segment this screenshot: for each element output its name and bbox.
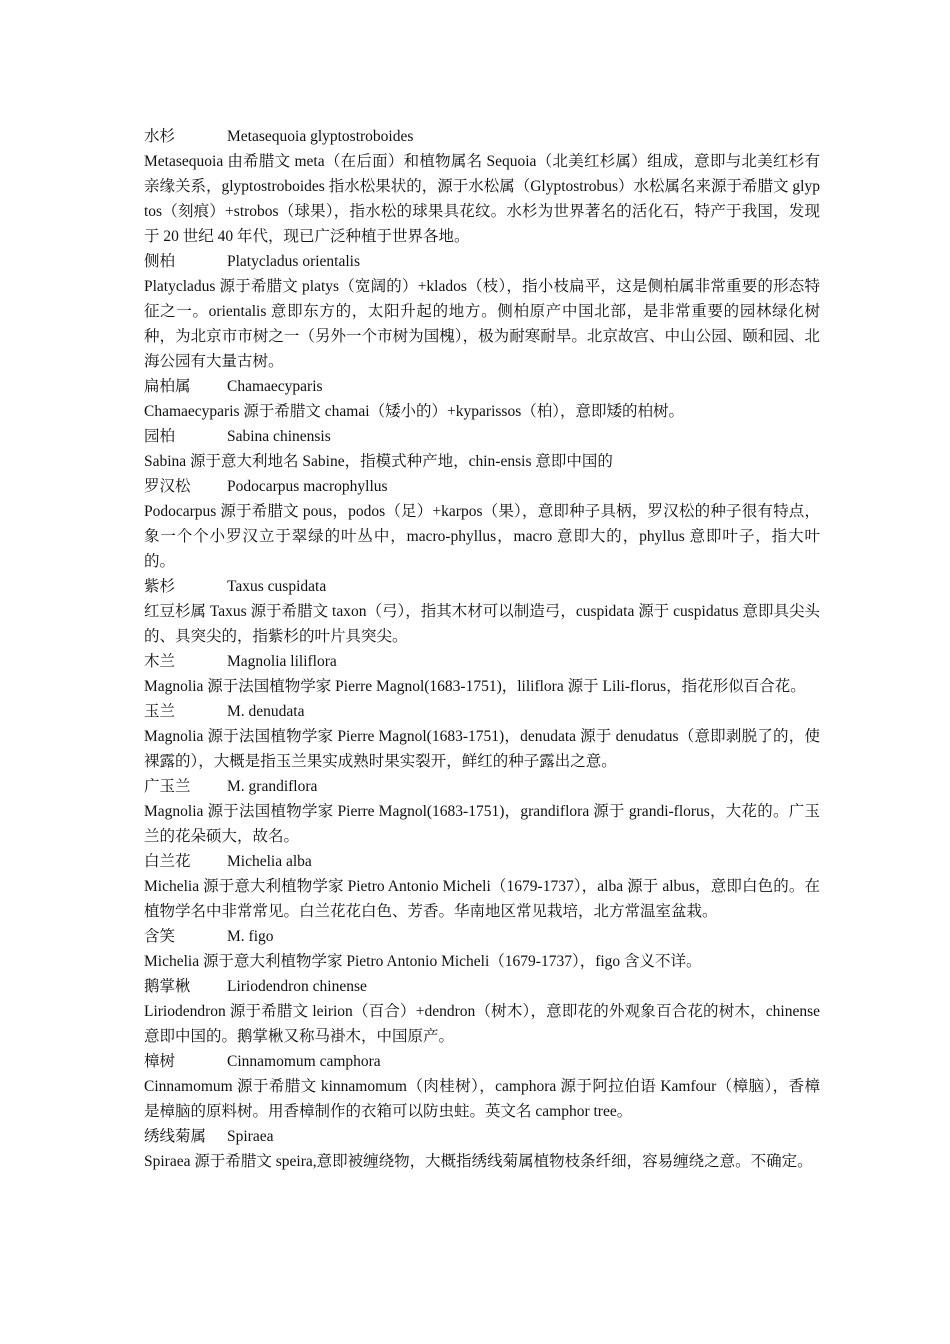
entry-platycladus	[144, 249, 820, 374]
entry-heading	[144, 249, 820, 274]
entry-spiraea	[144, 1124, 820, 1174]
entry-michelia-figo	[144, 924, 820, 974]
entry-heading	[144, 474, 820, 499]
entry-magnolia-denudata	[144, 699, 820, 774]
latin-name: Taxus cuspidata	[227, 578, 327, 595]
chinese-name: 绣线菊属	[144, 1128, 207, 1145]
entry-podocarpus	[144, 474, 820, 574]
chinese-name: 白兰花	[144, 853, 191, 870]
chinese-name: 含笑	[144, 928, 176, 945]
entry-heading	[144, 574, 820, 599]
entry-description: Podocarpus 源于希腊文 pous，podos（足）+karpos（果），意即种子具柄，罗汉松的种子很有特点，象一个个小罗汉立于翠绿的叶丛中，macro-phyllus，macro 意即大的，phyllus 意即叶子，指大叶的。	[144, 503, 820, 570]
entry-cinnamomum	[144, 1049, 820, 1124]
entry-heading	[144, 124, 820, 149]
entry-magnolia-grandiflora	[144, 774, 820, 849]
latin-name: Metasequoia glyptostroboides	[227, 128, 414, 145]
entry-description: Platycladus 源于希腊文 platys（宽阔的）+klados（枝），指小枝扁平，这是侧柏属非常重要的形态特征之一。orientalis 意即东方的，太阳升起的地方。侧柏原产中国北部，是非常重要的园林绿化树种，为北京市市树之一（另外一个市树为国槐），极为耐寒耐旱。北京故宫、中山公园、颐和园、北海公园有大量古树。	[144, 278, 820, 370]
document-page	[144, 124, 820, 1174]
entry-heading	[144, 849, 820, 874]
entry-description: Chamaecyparis 源于希腊文 chamai（矮小的）+kyparissos（柏），意即矮的柏树。	[144, 403, 684, 420]
entry-heading	[144, 974, 820, 999]
chinese-name: 鹅掌楸	[144, 978, 191, 995]
chinese-name: 玉兰	[144, 703, 176, 720]
latin-name: Michelia alba	[227, 853, 312, 870]
chinese-name: 水杉	[144, 128, 176, 145]
entry-heading	[144, 1049, 820, 1074]
entry-heading	[144, 1124, 820, 1149]
latin-name: M. figo	[227, 928, 274, 945]
entry-description: Liriodendron 源于希腊文 leirion（百合）+dendron（树木），意即花的外观象百合花的树木，chinense 意即中国的。鹅掌楸又称马褂木，中国原产。	[144, 1003, 820, 1045]
entry-sabina	[144, 424, 820, 474]
entry-description: Cinnamomum 源于希腊文 kinnamomum（肉桂树），camphora 源于阿拉伯语 Kamfour（樟脑），香樟是樟脑的原料树。用香樟制作的衣箱可以防虫蛀。英文名 camphor tree。	[144, 1078, 820, 1120]
entry-description: Spiraea 源于希腊文 speira,意即被缠绕物，大概指绣线菊属植物枝条纤细，容易缠绕之意。不确定。	[144, 1153, 813, 1170]
entry-heading	[144, 424, 820, 449]
entry-description: Magnolia 源于法国植物学家 Pierre Magnol(1683-1751)，denudata 源于 denudatus（意即剥脱了的，使裸露的），大概是指玉兰果实成熟时果实裂开，鲜红的种子露出之意。	[144, 728, 820, 770]
entry-description: Sabina 源于意大利地名 Sabine，指模式种产地，chin-ensis 意即中国的	[144, 453, 613, 470]
entry-description: Michelia 源于意大利植物学家 Pietro Antonio Micheli（1679-1737），alba 源于 albus，意即白色的。在植物学名中非常常见。白兰花花白色、芳香。华南地区常见栽培，北方常温室盆栽。	[144, 878, 820, 920]
chinese-name: 侧柏	[144, 253, 176, 270]
entry-heading	[144, 699, 820, 724]
latin-name: Sabina chinensis	[227, 428, 331, 445]
entry-liriodendron	[144, 974, 820, 1049]
entry-michelia-alba	[144, 849, 820, 924]
entry-description: Michelia 源于意大利植物学家 Pietro Antonio Micheli（1679-1737），figo 含义不详。	[144, 953, 702, 970]
entry-heading	[144, 774, 820, 799]
entry-taxus	[144, 574, 820, 649]
latin-name: Cinnamomum camphora	[227, 1053, 381, 1070]
chinese-name: 园柏	[144, 428, 176, 445]
entry-heading	[144, 924, 820, 949]
latin-name: Liriodendron chinense	[227, 978, 367, 995]
chinese-name: 罗汉松	[144, 478, 191, 495]
entry-description: Magnolia 源于法国植物学家 Pierre Magnol(1683-1751)，liliflora 源于 Lili-florus，指花形似百合花。	[144, 678, 806, 695]
entry-chamaecyparis	[144, 374, 820, 424]
latin-name: Spiraea	[227, 1128, 274, 1145]
latin-name: Platycladus orientalis	[227, 253, 361, 270]
chinese-name: 紫杉	[144, 578, 176, 595]
entry-heading	[144, 649, 820, 674]
entry-description: Magnolia 源于法国植物学家 Pierre Magnol(1683-1751)，grandiflora 源于 grandi-florus，大花的。广玉兰的花朵硕大，故名。	[144, 803, 820, 845]
chinese-name: 木兰	[144, 653, 176, 670]
entry-description: Metasequoia 由希腊文 meta（在后面）和植物属名 Sequoia（北美红杉属）组成，意即与北美红杉有亲缘关系，glyptostroboides 指水松果状的，源于水松属（Glyptostrobus）水松属名来源于希腊文 glyptos（刻痕）+strobos（球果），指水松的球果具花纹。水杉为世界著名的活化石，特产于我国，发现于 20 世纪 40 年代，现已广泛种植于世界各地。	[144, 153, 820, 245]
chinese-name: 广玉兰	[144, 778, 191, 795]
latin-name: Chamaecyparis	[227, 378, 323, 395]
latin-name: M. denudata	[227, 703, 305, 720]
chinese-name: 樟树	[144, 1053, 176, 1070]
latin-name: Magnolia liliflora	[227, 653, 337, 670]
entry-description: 红豆杉属 Taxus 源于希腊文 taxon（弓），指其木材可以制造弓，cuspidata 源于 cuspidatus 意即具尖头的、具突尖的，指紫杉的叶片具突尖。	[144, 603, 820, 645]
latin-name: M. grandiflora	[227, 778, 318, 795]
entry-magnolia-liliflora	[144, 649, 820, 699]
chinese-name: 扁柏属	[144, 378, 191, 395]
entry-metasequoia	[144, 124, 820, 249]
entry-heading	[144, 374, 820, 399]
latin-name: Podocarpus macrophyllus	[227, 478, 388, 495]
